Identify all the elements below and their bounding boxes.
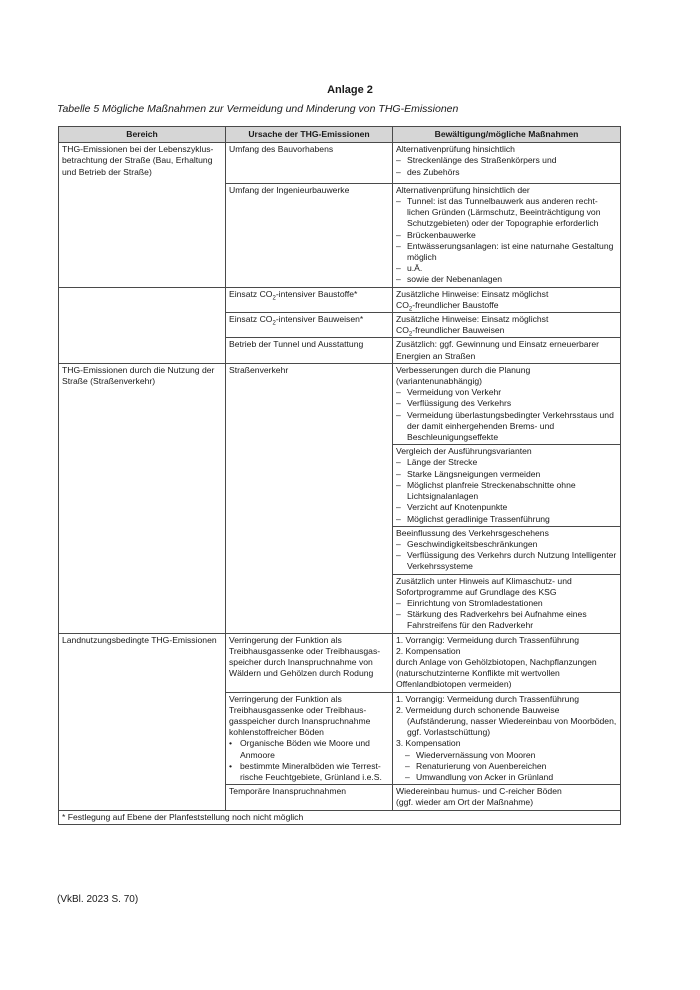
table-header-row: [59, 127, 621, 143]
ursache-cell: [226, 363, 393, 444]
bereich-text: THG-Emissionen bei der Lebenszyklus-betrachtung der Straße (Bau, Erhaltung und Betrieb der Straße): [62, 144, 214, 177]
massnahme-item: – Vermeidung von Verkehr: [396, 387, 617, 398]
ursache-text: -intensiver Baustoffe*: [275, 288, 358, 299]
ursache-cell: [226, 143, 393, 184]
ursache-cell-continued: [226, 445, 393, 526]
ursache-cell: [226, 633, 393, 692]
bereich-cell-continued: [59, 785, 226, 810]
massnahmen-cell: [393, 633, 621, 692]
massnahmen-cell: [393, 183, 621, 287]
ursache-text: Verringerung der Funktion als Treibhausgassenke oder Treibhaus-gasspeicher durch Inanspruchnahme kohlenstoffreicher Böden: [229, 693, 371, 738]
bereich-cell: [59, 633, 226, 692]
bereich-cell-continued: [59, 526, 226, 574]
bereich-cell-continued: [59, 183, 226, 287]
footnote: * Festlegung auf Ebene der Planfeststellung noch nicht möglich: [59, 810, 621, 824]
massnahme-text-line: [396, 325, 617, 336]
massnahme-item: – Vermeidung überlastungsbedingter Verkehrsstaus und der damit einhergehenden Brems- und Beschleunigungseffekte: [396, 410, 617, 444]
column-header-massnahmen: Bewältigung/mögliche Maßnahmen: [393, 127, 621, 143]
massnahme-item: – Starke Längsneigungen vermeiden: [396, 469, 617, 480]
table-row: [59, 313, 621, 338]
ursache-cell-continued: [226, 574, 393, 633]
table-row: [59, 287, 621, 312]
massnahmen-cell: [393, 363, 621, 444]
massnahme-item: – Brückenbauwerke: [396, 230, 617, 241]
massnahme-item: – Verflüssigung des Verkehrs: [396, 398, 617, 409]
massnahme-item: – Umwandlung von Acker in Grünland: [396, 772, 617, 783]
massnahme-item: – Wiedervernässung von Mooren: [396, 750, 617, 761]
massnahme-item: – Stärkung des Radverkehrs bei Aufnahme eines Fahrstreifens für den Radverkehr: [396, 609, 617, 631]
massnahme-item: – Einrichtung von Stromladestationen: [396, 598, 617, 609]
subscript: 2: [408, 306, 413, 313]
massnahme-text: -freundlicher Bauweisen: [412, 325, 505, 336]
column-header-bereich: Bereich: [59, 127, 226, 143]
massnahme-item: – sowie der Nebenanlagen: [396, 274, 617, 285]
ursache-text: Straßenverkehr: [229, 364, 289, 375]
massnahme-item: – Verzicht auf Knotenpunkte: [396, 502, 617, 513]
ursache-bullet: • bestimmte Mineralböden wie Terrest-rische Feuchtgebiete, Grünland i.e.S.: [229, 761, 389, 783]
massnahmen-cell: [393, 574, 621, 633]
ursache-text: Umfang der Ingenieurbauwerke: [229, 184, 350, 195]
massnahme-intro: Alternativenprüfung hinsichtlich der: [396, 184, 530, 195]
massnahme-item: – Geschwindigkeitsbeschränkungen: [396, 539, 617, 550]
table-row: [59, 692, 621, 785]
table-row: [59, 143, 621, 184]
massnahmen-cell: [393, 143, 621, 184]
massnahme-text: 2. Vermeidung durch schonende Bauweise: [396, 704, 560, 715]
bereich-cell: [59, 363, 226, 444]
column-header-ursache: Ursache der THG-Emissionen: [226, 127, 393, 143]
massnahmen-cell: [393, 313, 621, 338]
massnahme-intro: Zusätzlich unter Hinweis auf Klimaschutz- und Sofortprogramme auf Grundlage des KSG: [396, 575, 572, 597]
bereich-cell-continued: [59, 574, 226, 633]
massnahme-text-line: [396, 300, 617, 311]
bereich-text: Landnutzungsbedingte THG-Emissionen: [62, 634, 217, 645]
ursache-text: Einsatz CO: [229, 314, 273, 325]
page-heading: Anlage 2: [327, 84, 373, 96]
massnahme-item: – Möglichst geradlinige Trassenführung: [396, 514, 617, 525]
massnahme-text: 1. Vorrangig: Vermeidung durch Trassenführung: [396, 634, 579, 645]
massnahmen-cell: [393, 287, 621, 312]
subscript: 2: [272, 295, 276, 302]
massnahmen-cell: [393, 785, 621, 810]
table-row: [59, 363, 621, 444]
ursache-cell-continued: [226, 526, 393, 574]
massnahme-text: durch Anlage von Gehölzbiotopen, Nachpflanzungen (naturschutzinterne Konflikte mit wertvollen Offenlandbiotopen vermeiden): [396, 656, 597, 690]
bereich-cell-continued: [59, 313, 226, 338]
massnahme-intro: Alternativenprüfung hinsichtlich: [396, 144, 515, 155]
ursache-text: Betrieb der Tunnel und Ausstattung: [229, 339, 364, 350]
bereich-cell-continued: [59, 287, 226, 312]
massnahme-intro: Vergleich der Ausführungsvarianten: [396, 446, 532, 457]
massnahme-item: – Entwässerungsanlagen: ist eine naturnahe Gestaltung möglich: [396, 241, 617, 263]
ursache-text: Temporäre Inanspruchnahmen: [229, 786, 347, 797]
table-row: [59, 526, 621, 574]
ursache-cell: [226, 338, 393, 363]
table-row: [59, 785, 621, 810]
massnahme-text: CO: [396, 299, 409, 310]
massnahme-item: – u.Ä.: [396, 263, 617, 274]
bereich-cell-continued: [59, 692, 226, 785]
massnahme-item: – des Zubehörs: [396, 167, 617, 178]
massnahmen-cell: [393, 692, 621, 785]
massnahme-text: 2. Kompensation: [396, 645, 461, 656]
massnahmen-cell: [393, 445, 621, 526]
massnahme-text: (Aufständerung, nasser Wiedereinbau von Moorböden, ggf. Vorlastschüttung): [407, 715, 617, 738]
massnahme-text: 3. Kompensation: [396, 738, 461, 749]
subscript: 2: [408, 331, 413, 338]
massnahme-text: -freundlicher Baustoffe: [412, 299, 499, 310]
massnahme-item: – Möglichst planfreie Streckenabschnitte ohne Lichtsignalanlagen: [396, 480, 617, 502]
subscript: 2: [272, 320, 276, 327]
massnahme-intro: Verbesserungen durch die Planung (variantenunabhängig): [396, 364, 531, 387]
ursache-text: Umfang des Bauvorhabens: [229, 144, 334, 155]
massnahme-text: (ggf. wieder am Ort der Maßnahme): [396, 797, 534, 808]
bereich-text: THG-Emissionen durch die Nutzung der Straße (Straßenverkehr): [62, 364, 215, 387]
ursache-cell: [226, 785, 393, 810]
ursache-text: Verringerung der Funktion als Treibhausgassenke oder Treibhausgas-speicher durch Inanspruchnahme von Wäldern und Gehölzen durch Rodung: [229, 634, 381, 679]
measures-table: [58, 126, 621, 825]
massnahme-item: – Tunnel: ist das Tunnelbauwerk aus anderen recht-lichen Gründen (Lärmschutz, Beeinträchtigung von Schutzgebieten) oder der Topographie erforderlich: [396, 196, 617, 230]
bereich-cell: [59, 143, 226, 184]
massnahme-text: Zusätzliche Hinweise: Einsatz möglichst: [396, 288, 549, 299]
ursache-bullet: • Organische Böden wie Moore und Anmoore: [229, 738, 389, 760]
ursache-text: -intensiver Bauweisen*: [275, 314, 364, 325]
table-caption: Tabelle 5 Mögliche Maßnahmen zur Vermeidung und Minderung von THG-Emissionen: [57, 103, 459, 115]
ursache-cell: [226, 287, 393, 312]
massnahme-item: – Länge der Strecke: [396, 457, 617, 468]
ursache-cell: [226, 692, 393, 785]
massnahmen-cell: [393, 526, 621, 574]
table-row: [59, 338, 621, 363]
ursache-text: Einsatz CO: [229, 288, 273, 299]
bereich-cell-continued: [59, 338, 226, 363]
source-citation: (VkBl. 2023 S. 70): [57, 894, 139, 905]
massnahme-item: – Streckenlänge des Straßenkörpers und: [396, 155, 617, 166]
table-row: [59, 183, 621, 287]
bereich-cell-continued: [59, 445, 226, 526]
table-row: [59, 445, 621, 526]
massnahme-intro: Beeinflussung des Verkehrsgeschehens: [396, 527, 549, 538]
massnahme-text: Wiedereinbau humus- und C-reicher Böden: [396, 786, 562, 797]
massnahme-item: – Verflüssigung des Verkehrs durch Nutzung Intelligenter Verkehrssysteme: [396, 550, 617, 572]
massnahme-text: Zusätzliche Hinweise: Einsatz möglichst: [396, 314, 549, 325]
table-footnote-row: [59, 810, 621, 824]
ursache-cell: [226, 183, 393, 287]
massnahme-text: CO: [396, 325, 409, 336]
table-row: [59, 574, 621, 633]
table-row: [59, 633, 621, 692]
massnahme-text: Zusätzlich: ggf. Gewinnung und Einsatz erneuerbarer Energien an Straßen: [396, 339, 600, 361]
massnahme-text: 1. Vorrangig: Vermeidung durch Trassenführung: [396, 693, 579, 704]
ursache-cell: [226, 313, 393, 338]
massnahme-item: – Renaturierung von Auenbereichen: [396, 761, 617, 772]
massnahmen-cell: [393, 338, 621, 363]
